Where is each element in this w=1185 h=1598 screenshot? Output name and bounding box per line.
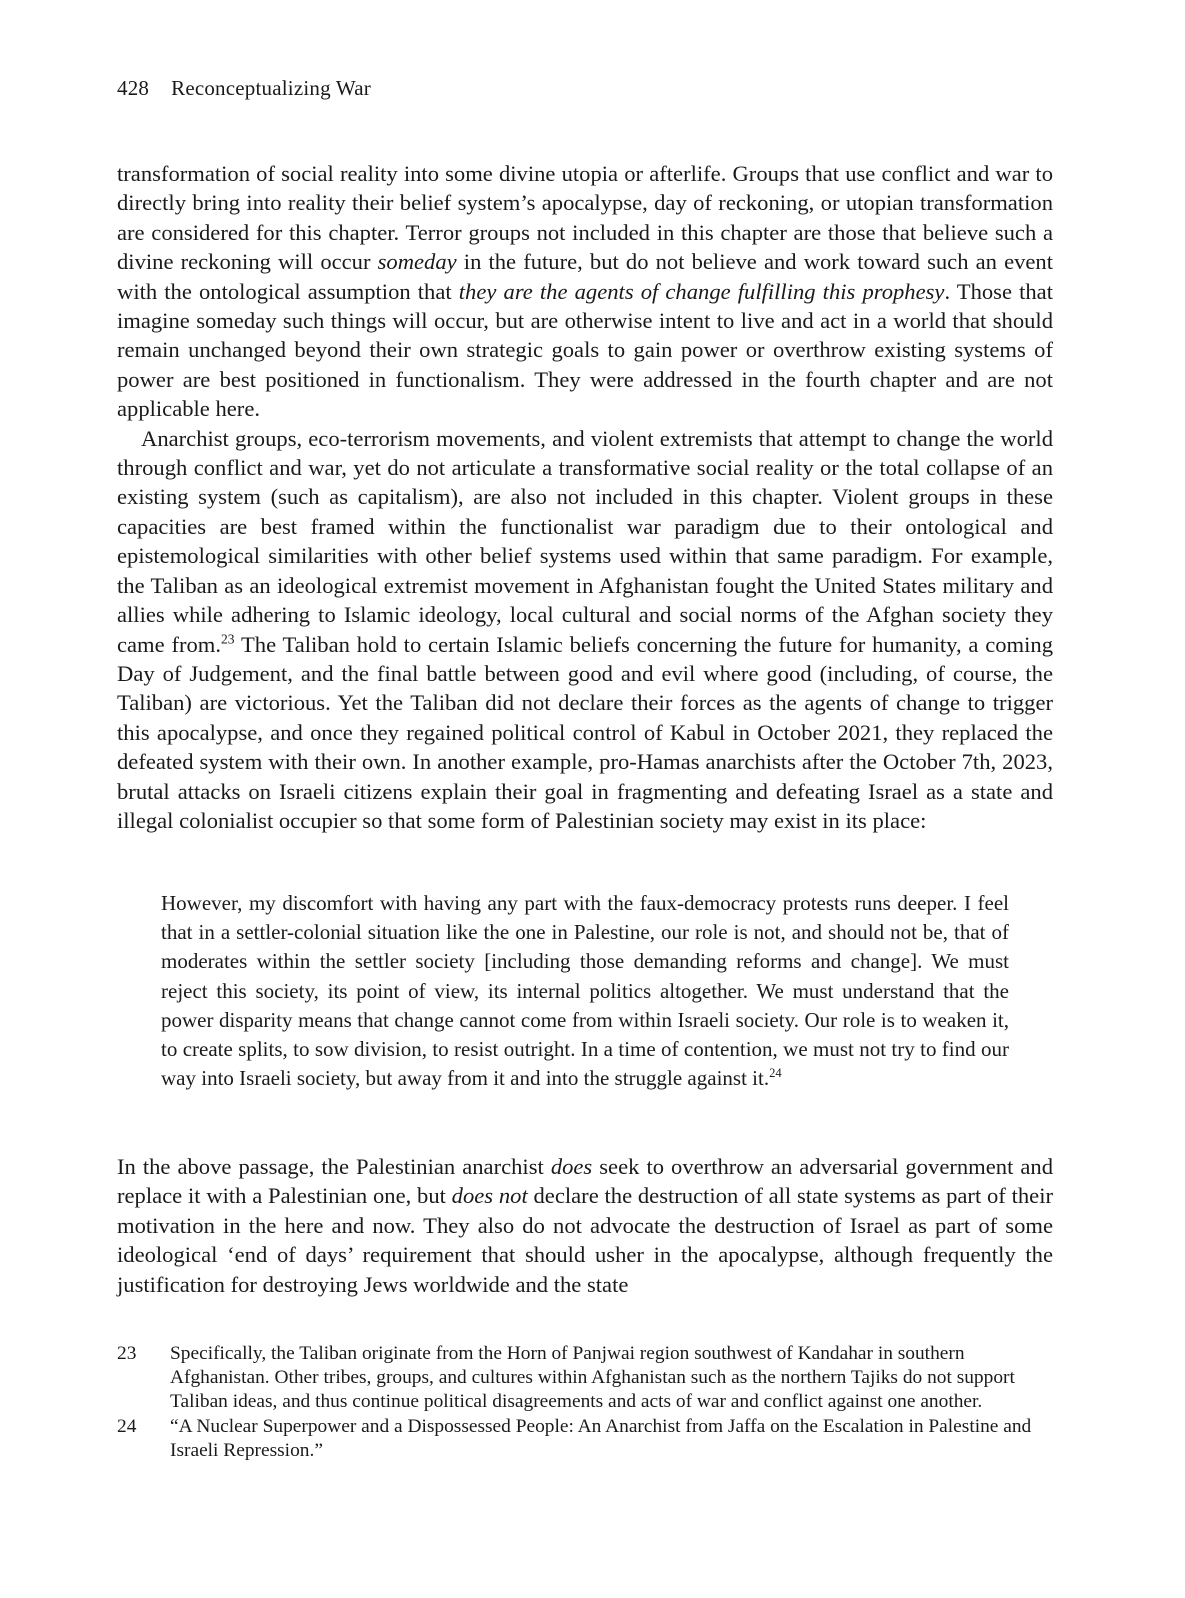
- footnote-text: Specifically, the Taliban originate from the Horn of Panjwai region southwest of Kandahar in southern Afghanistan. Other tribes, groups, and cultures within Afghanistan such as the northern Tajiks do not support Taliban ideas, and thus continue political disagreements and acts of war and conflict against one another.: [170, 1343, 1015, 1413]
- running-head: [117, 76, 371, 101]
- emphasis-does: does: [550, 1154, 593, 1179]
- emphasis-agents-of-change: they are the agents of change fulfilling this prophesy: [458, 278, 945, 304]
- paragraph-2: Anarchist groups, eco-terrorism movements, and violent extremists that attempt to change the world through conflict and war, yet do not articulate a transformative social reality or the total collapse of an existing system (such as capitalism), are also not included in this chapter. Violent groups in these capacities are best framed within the functionalist war paradigm due to their ontological and epistemological similarities with other belief systems used within that same paradigm. For example, the Taliban as an ideological extremist movement in Afghanistan fought the United States military and allies while adhering to Islamic ideology, local cultural and social norms of the Afghan society they came from.$^{23}$ The Taliban hold to certain Islamic beliefs concerning the future for humanity, a coming Day of Judgement, and the final battle between good and evil where good (including, of course, the Taliban) are victorious. Yet the Taliban did not declare their forces as the agents of change to trigger this apocalypse, and once they regained political control of Kabul in October 2021, they replaced the defeated system with their own. In another example, pro-Hamas anarchists after the October 7th, 2023, brutal attacks on Israeli citizens explain their goal in fragmenting and defeating Israel as a state and illegal colonialist occupier so that some form of Palestinian society may exist in its place:: [117, 425, 1053, 833]
- emphasis-someday: someday: [377, 249, 457, 275]
- block-quote: However, my discomfort with having any part with the faux-democracy protests runs deeper. I feel that in a settler-colonial situation like the one in Palestine, our role is not, and should not be, that of moderates within the settler society [including those demanding reforms and change]. We must reject this society, its point of view, its internal politics altogether. We must understand that the power disparity means that change cannot come from within Israeli society. Our role is to weaken it, to create splits, to sow division, to resist outright. In a time of contention, we must not try to find our way into Israeli society, but away from it and into the struggle against it.$^{24}$: [161, 891, 1009, 1091]
- page-number: 428: [117, 76, 150, 100]
- footnote-ref-24[interactable]: 24: [769, 1066, 782, 1081]
- footnote-number: 23: [117, 1343, 137, 1364]
- footnote-text: “A Nuclear Superpower and a Dispossessed People: An Anarchist from Jaffa on the Escalation in Palestine and Israeli Repression.”: [170, 1415, 1032, 1461]
- emphasis-does-not: does not: [451, 1183, 528, 1209]
- running-title: Reconceptualizing War: [171, 76, 371, 100]
- footnote-24: [117, 1415, 1053, 1463]
- footnotes: [117, 1342, 1053, 1463]
- main-text: [117, 159, 1053, 835]
- paragraph-3: In the above passage, the Palestinian anarchist does seek to overthrow an adversarial government and replace it with a Palestinian one, but does not declare the destruction of all state systems as part of their motivation in the here and now. They also do not advocate the destruction of Israel as part of some ideological ‘end of days’ requirement that should usher in the apocalypse, although frequently the justification for destroying Jews worldwide and the state: [117, 1154, 1053, 1297]
- paragraph-1: transformation of social reality into some divine utopia or afterlife. Groups that use conflict and war to directly bring into reality their belief system’s apocalypse, day of reckoning, or utopian transformation are considered for this chapter. Terror groups not included in this chapter are those that believe such a divine reckoning will occur someday in the future, but do not believe and work toward such an event with the ontological assumption that they are the agents of change fulfilling this prophesy. Those that imagine someday such things will occur, but are otherwise intent to live and act in a world that should remain unchanged beyond their own strategic goals to gain power or overthrow existing systems of power are best positioned in functionalism. They were addressed in the fourth chapter and are not applicable here.: [117, 161, 1053, 422]
- footnote-23: [117, 1342, 1053, 1415]
- footnote-number: 24: [117, 1415, 137, 1437]
- footnote-ref-23[interactable]: 23: [221, 630, 235, 646]
